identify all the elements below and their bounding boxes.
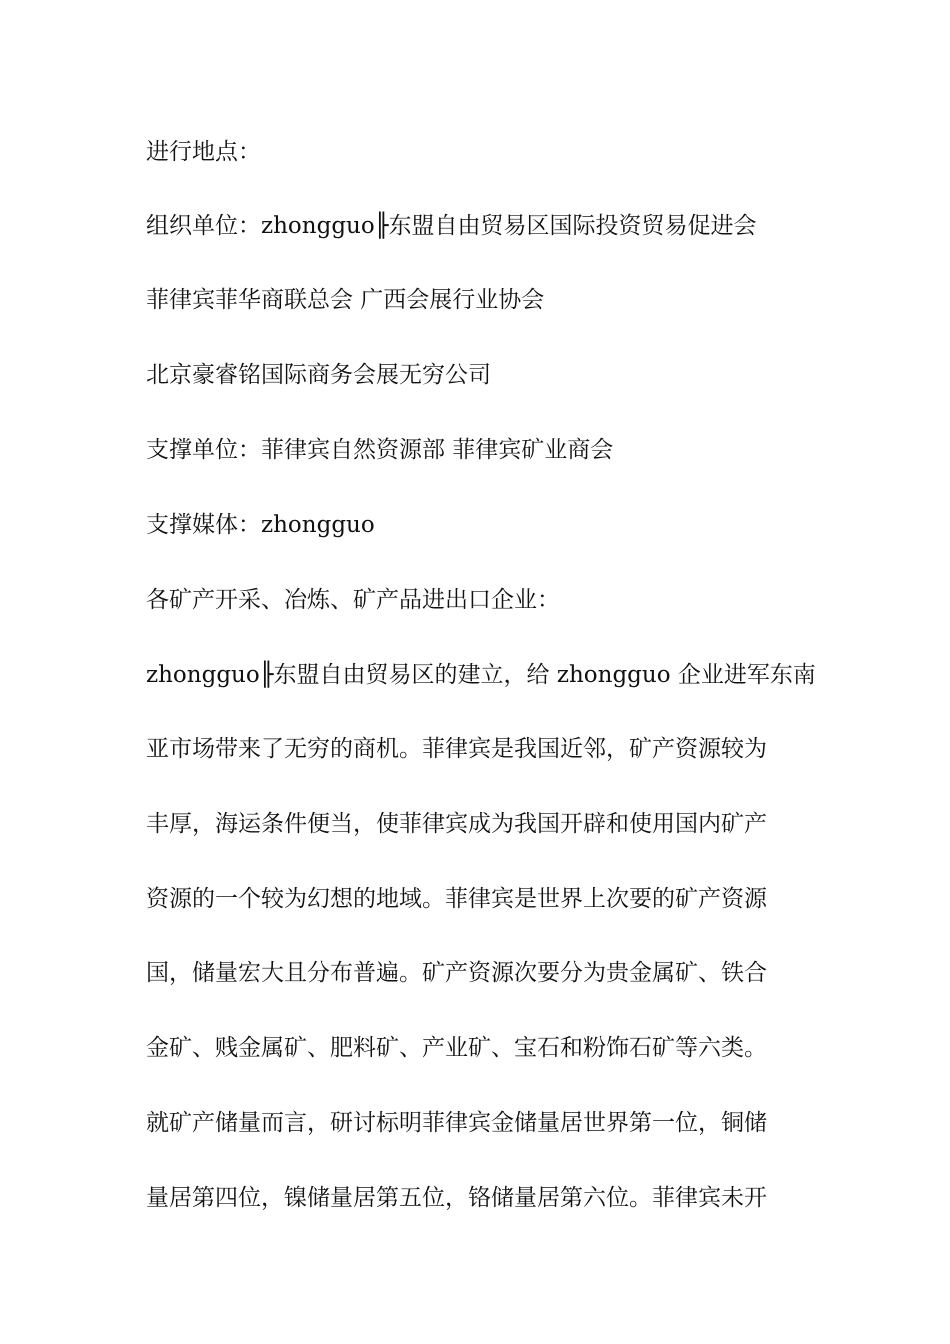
support-unit-line: 支撑单位：菲律宾自然资源部 菲律宾矿业商会 xyxy=(146,437,614,463)
organizer-line-2: 菲律宾菲华商联总会 广西会展行业协会 xyxy=(146,287,545,313)
body-text-line: 资源的一个较为幻想的地域。菲律宾是世界上次要的矿产资源 xyxy=(146,886,767,912)
organizer-line: 组织单位：zhongguo╟东盟自由贸易区国际投资贸易促进会 xyxy=(146,213,757,239)
salutation-line: 各矿产开采、冶炼、矿产品进出口企业： xyxy=(146,587,560,613)
body-text-line: 金矿、贱金属矿、肥料矿、产业矿、宝石和粉饰石矿等六类。 xyxy=(146,1035,767,1061)
body-text-line: 量居第四位，镍储量居第五位，铬储量居第六位。菲律宾未开 xyxy=(146,1185,767,1211)
venue-line: 进行地点： xyxy=(146,139,261,165)
body-text-line: 丰厚，海运条件便当，使菲律宾成为我国开辟和使用国内矿产 xyxy=(146,811,767,837)
body-text-line: zhongguo╟东盟自由贸易区的建立，给 zhongguo 企业进军东南 xyxy=(146,662,816,688)
organizer-line-3: 北京豪睿铭国际商务会展无穷公司 xyxy=(146,362,491,388)
body-text-line: 亚市场带来了无穷的商机。菲律宾是我国近邻，矿产资源较为 xyxy=(146,736,767,762)
body-text-line: 就矿产储量而言，研讨标明菲律宾金储量居世界第一位，铜储 xyxy=(146,1110,767,1136)
body-text-line: 国，储量宏大且分布普遍。矿产资源次要分为贵金属矿、铁合 xyxy=(146,960,767,986)
support-media-line: 支撑媒体：zhongguo xyxy=(146,512,375,538)
